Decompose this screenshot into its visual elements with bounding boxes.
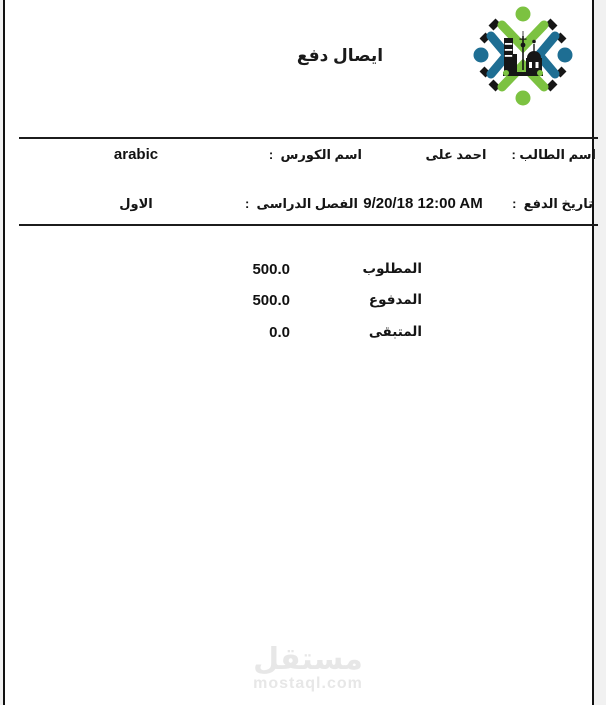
paid-amount-value: 500.0 bbox=[252, 292, 290, 309]
remaining-amount-value: 0.0 bbox=[269, 324, 290, 341]
required-amount-label: المطلوب bbox=[362, 261, 422, 276]
receipt-page bbox=[3, 0, 594, 705]
watermark-site-domain: mostaql.com bbox=[253, 674, 363, 692]
course-name-label: اسم الكورس : bbox=[268, 147, 362, 162]
required-amount-value: 500.0 bbox=[252, 261, 290, 278]
receipt-title: ايصال دفع bbox=[296, 46, 384, 65]
semester-label: الفصل الدراسى : bbox=[245, 196, 358, 211]
remaining-amount-label: المتبقى bbox=[368, 324, 422, 339]
payment-date-value: 9/20/18 12:00 AM bbox=[363, 195, 483, 212]
semester-value: الاول bbox=[119, 196, 153, 211]
divider-top bbox=[19, 137, 598, 139]
payment-date-label: تاريخ الدفع : bbox=[512, 196, 593, 211]
course-name-value: arabic bbox=[113, 146, 159, 163]
org-logo-icon bbox=[463, 0, 583, 116]
watermark-site-name: مستقل bbox=[253, 643, 363, 676]
paid-amount-label: المدفوع bbox=[368, 292, 422, 307]
watermark bbox=[208, 644, 408, 692]
student-name-label: اسم الطالب : bbox=[511, 147, 596, 162]
student-name-value: احمد على bbox=[425, 147, 487, 162]
divider-bottom bbox=[19, 224, 598, 226]
